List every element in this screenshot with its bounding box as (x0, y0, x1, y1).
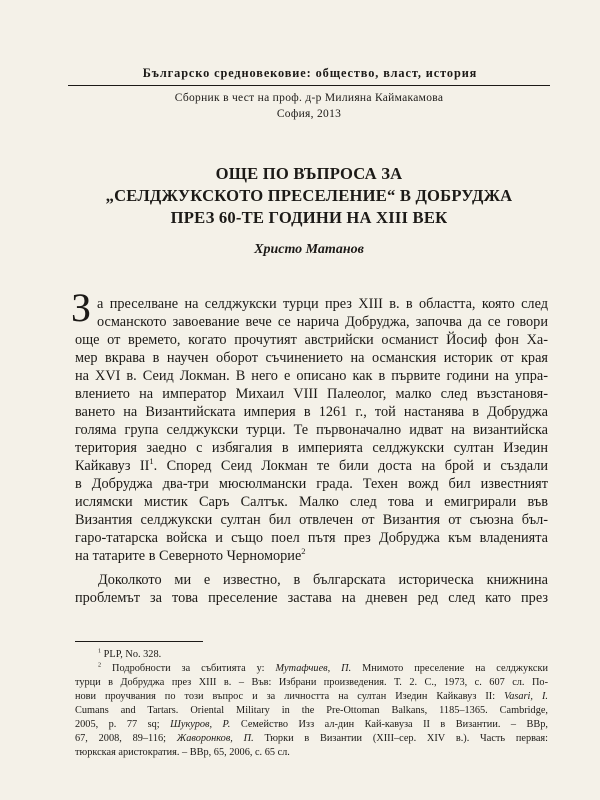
footnote-2-line-3 (75, 690, 548, 703)
footnote-1 (98, 648, 548, 661)
article-author: Христо Матанов (254, 242, 364, 257)
body-line-17: проблемът за това преселение застава на дневен ред след като през (75, 590, 548, 606)
footnote-2-f-rest: Тюрки в Византии (XIII–сер. XIV в.). Часть первая: (253, 733, 548, 744)
body-line-1: а преселване на селджукски турци през XIII в. в областта, която след (97, 296, 548, 312)
header-rule (68, 85, 550, 86)
article-title-line-1: ОЩЕ ПО ВЪПРОСА ЗА (215, 164, 403, 183)
footnote-2-line-6 (75, 732, 548, 745)
body-line-15 (75, 547, 548, 565)
footnote-2-author-3: Шукуров, Р. (170, 719, 231, 730)
footnote-2-a-rest: Мнимото преселение на селджукски (351, 663, 548, 674)
body-line-10 (75, 457, 548, 475)
collection-subtitle: Сборник в чест на проф. д-р Милияна Каймакамова (174, 92, 444, 104)
footnote-ref-2: 2 (301, 547, 306, 557)
place-year: София, 2013 (276, 108, 342, 120)
footnote-2-line-2: турци в Добруджа през XIII в. – Във: Избрани произведения. Т. 2. С., 1973, с. 607 сл. По- (75, 677, 548, 688)
footnote-2-author-2: Vasari, I. (504, 691, 548, 702)
drop-cap: З (71, 285, 92, 330)
body-line-11: в Добруджа два-три мюсюлмански града. Техен вожд бил известният (75, 476, 548, 492)
footnote-2-e: 2005, p. 77 sq; (75, 719, 171, 730)
body-line-9: територия заедно с избягалия в империята селджукски султан Изедин (75, 440, 548, 456)
footnote-2-f: 67, 2008, 89–116; (75, 733, 177, 744)
body-line-10-end: . Според Сеид Локман те били доста на брой и създали (153, 458, 548, 474)
footnote-2-line-4: Cumans and Tartars. Oriental Military in the Pre-Ottoman Balkans, 1185–1365. Cambridge, (75, 705, 548, 716)
footnote-2-number: 2 (98, 662, 102, 669)
footnote-ref-1: 1 (149, 457, 154, 467)
article-title-line-3: ПРЕЗ 60-ТЕ ГОДИНИ НА XIII ВЕК (170, 208, 448, 227)
body-line-15-text: на татарите в Северното Черноморие (75, 548, 302, 564)
body-line-3: още от времето, когато прочутият австрийски османист Йосиф фон Ха- (75, 332, 548, 348)
footnote-1-text: PLP, No. 328. (103, 649, 162, 660)
footnote-2-line-5 (75, 718, 548, 731)
body-line-13: Византия селджукски султан бил отвлечен от Византия от съюзна бъл- (75, 512, 548, 528)
body-line-4: мер вкрава в научен оборот съчинението на османския историк от края (75, 350, 548, 366)
footnote-2-e-rest: Семейство Изз ал-дин Кай-кавуза II в Византии. – ВВр, (230, 719, 548, 730)
article-title-line-2: „СЕЛДЖУКСКОТО ПРЕСЕЛЕНИЕ“ В ДОБРУДЖА (105, 186, 513, 205)
body-line-2: османското завоевание вече се нарича Добруджа, започва да се говори (97, 314, 548, 330)
footnote-2-author-1: Мутафчиев, П. (275, 663, 352, 674)
body-line-7: ването на Византийската империя в 1261 г., той настанява в Добруджа (75, 404, 548, 420)
footnote-2-c: нови проучвания по този въпрос и за личността на султан Изедин Кайкавуз II: (75, 691, 505, 702)
body-line-12: ислямски мистик Саръ Салтък. Малко след това и емигрирали във (75, 494, 548, 510)
body-line-14: гаро-татарска войска и също поел пътя през Добруджа към владенията (75, 530, 548, 546)
footnote-2-line-1 (98, 662, 548, 675)
running-head-series: Българско средновековие: общество, власт, история (142, 66, 478, 80)
footnote-2-a: Подробности за събитията у: (112, 663, 276, 674)
body-line-6: влението на император Михаил VIII Палеолог, малко след възстановя- (75, 386, 548, 402)
body-line-8: голяма група селджукски турци. Те първоначално идват на византийска (75, 422, 548, 438)
footnote-2-author-4: Жаворонков, П. (176, 733, 254, 744)
footnote-rule (75, 641, 203, 642)
body-line-16: Доколкото ми е известно, в българската историческа книжнина (98, 572, 548, 588)
footnote-1-number: 1 (98, 648, 102, 655)
body-line-5: на XVI в. Сеид Локман. В него е описано как в първите години на упра- (75, 368, 548, 384)
footnote-2-line-7: тюркская аристократия. – ВВр, 65, 2006, с. 65 сл. (75, 747, 290, 758)
body-line-10-start: Кайкавуз II (75, 458, 150, 474)
